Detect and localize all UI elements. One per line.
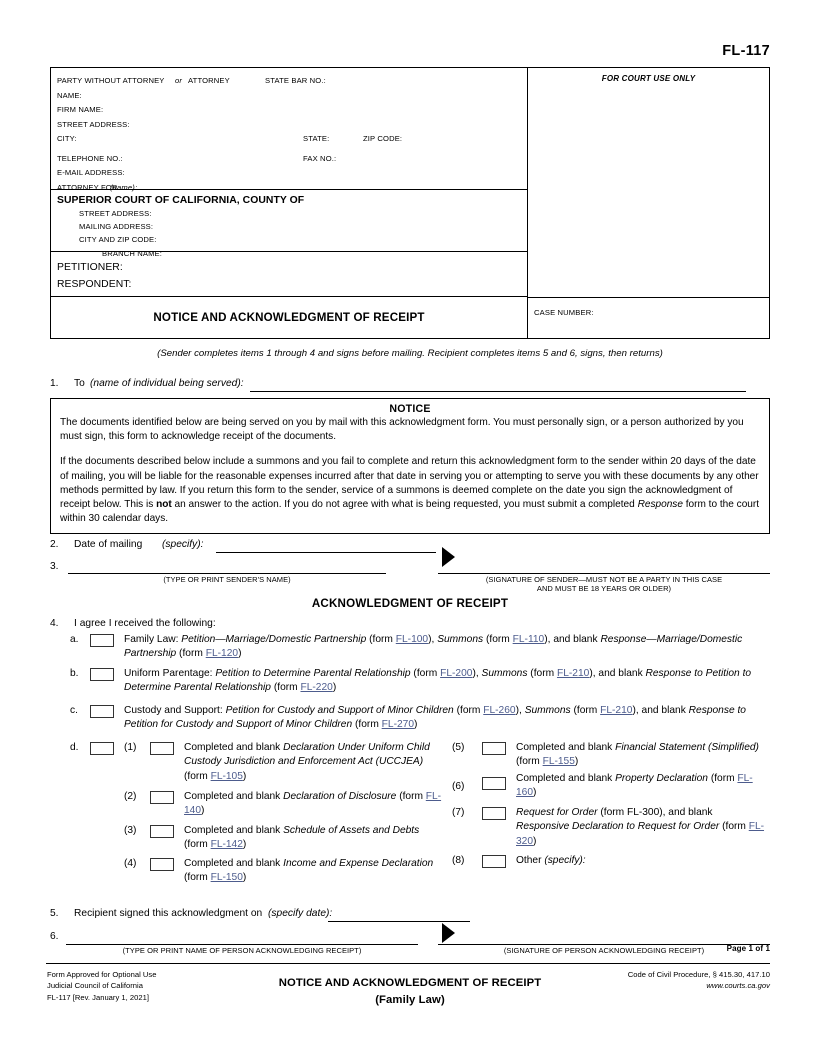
court-mailing-address-label: MAILING ADDRESS: [79, 222, 154, 232]
item-4d-sub-6-checkbox[interactable] [482, 777, 506, 790]
notice-heading: NOTICE [389, 403, 431, 415]
caption-table [50, 67, 770, 339]
notice-p2-response: Response [637, 499, 683, 511]
item-5-text: Recipient signed this acknowledgment on [74, 908, 263, 919]
item-4d-sub-8[interactable] [452, 854, 764, 868]
document-title: NOTICE AND ACKNOWLEDGMENT OF RECEIPT [153, 311, 425, 324]
item-3-signature-caption-line2: AND MUST BE 18 YEARS OR OLDER) [536, 584, 672, 593]
item-4d-sub-5[interactable] [452, 741, 764, 770]
notice-p2-part-a: If the documents described below include a summons and you fail to complete and return this acknowledgment form to the sender within 20 days of the date of mailing, you will be liable for the reasonable expenses incurred after that date in serving you or attempting to serve you with these documents by any other methods permitted by law. If you return this form to the sender, service of a summons is deemed complete on the date you sign the acknowledgment of receipt below. This is [60, 456, 759, 511]
item-4d-sub-2-number: (2) [124, 791, 137, 802]
item-4d-sub-8-text: Other (specify): [516, 855, 586, 866]
item-4-option-b-checkbox[interactable] [90, 668, 114, 681]
footer-right [628, 969, 770, 992]
footer-approved-line: Form Approved for Optional Use [47, 970, 157, 979]
recipient-signature-arrow-icon [442, 923, 455, 943]
item-2-date-line[interactable] [216, 552, 436, 553]
item-4-option-b-text: Uniform Parentage: Petition to Determine Parental Relationship (form FL-200), Summons (form FL-210), and blank Response to Petition to Determine Parental Relationship (form FL-220) [124, 668, 752, 694]
form-link[interactable]: FL-120 [205, 648, 239, 660]
street-address-label: STREET ADDRESS: [57, 119, 130, 129]
form-link[interactable]: FL-210 [600, 705, 633, 716]
item-4d-sub-4-checkbox[interactable] [150, 858, 174, 871]
item-4d-sub-4-number: (4) [124, 858, 137, 869]
item-4d-sub-5-number: (5) [452, 742, 465, 753]
superior-court-title: SUPERIOR COURT OF CALIFORNIA, COUNTY OF [57, 195, 305, 206]
item-2-hint: (specify): [162, 539, 204, 550]
state-label: STATE: [303, 134, 330, 144]
form-link[interactable]: FL-105 [210, 770, 243, 782]
form-link[interactable]: FL-260 [483, 705, 516, 716]
footer-rule [46, 963, 770, 964]
item-1-hint: (name of individual being served): [90, 378, 244, 389]
item-4-option-b-letter: b. [70, 668, 79, 679]
document-title-block [51, 297, 527, 338]
fax-no-label: FAX NO.: [303, 153, 337, 163]
item-4d-sub-2-checkbox[interactable] [150, 791, 174, 804]
item-4-option-a-text: Family Law: Petition—Marriage/Domestic Partnership (form FL-100), Summons (form FL-110), and blank Response—Marriage/Domestic Partnership (form FL-120) [124, 634, 743, 660]
footer-council-line: Judicial Council of California [47, 981, 143, 991]
item-4d-sub-3-checkbox[interactable] [150, 825, 174, 838]
item-4-option-d-letter: d. [70, 742, 79, 753]
item-4-option-c-checkbox[interactable] [90, 705, 114, 718]
telephone-no-label: TELEPHONE NO.: [57, 153, 123, 163]
form-link[interactable]: FL-320 [516, 821, 765, 847]
attorney-for-label: ATTORNEY FOR [57, 182, 118, 192]
item-4-option-a-letter: a. [70, 634, 79, 645]
item-1-text: To [74, 378, 85, 389]
city-label: CITY: [57, 134, 77, 144]
item-4d-sub-1[interactable] [124, 741, 444, 784]
parties-block[interactable] [51, 252, 527, 297]
court-block[interactable] [51, 190, 527, 258]
form-link[interactable]: FL-140 [184, 791, 442, 817]
item-1-input-line[interactable] [250, 391, 746, 392]
item-3-signature-line[interactable] [438, 573, 770, 574]
item-3-signature-caption-line1: (SIGNATURE OF SENDER—MUST NOT BE A PARTY IN THIS CASE [485, 575, 723, 584]
item-3-sender-name-caption: (TYPE OR PRINT SENDER'S NAME) [163, 575, 291, 584]
notice-p2-part-b: an answer to the action. If you do not agree with what is being requested, you must submit a completed [171, 499, 638, 511]
item-4-text: I agree I received the following: [74, 618, 216, 629]
item-4d-sub-1-checkbox[interactable] [150, 742, 174, 755]
zip-code-label: ZIP CODE: [363, 134, 403, 144]
item-3-sender-name-line[interactable] [68, 573, 386, 574]
item-6-signature-caption: (SIGNATURE OF PERSON ACKNOWLEDGING RECEIPT) [503, 946, 705, 955]
court-street-address-label: STREET ADDRESS: [79, 209, 152, 218]
item-4d-sub-6-text: Completed and blank Property Declaration (form FL-160) [516, 773, 753, 799]
item-4d-sub-6[interactable] [452, 772, 764, 801]
item-5-number: 5. [50, 908, 59, 919]
item-3-number: 3. [50, 561, 59, 572]
respondent-label: RESPONDENT: [57, 279, 132, 290]
notice-p2-part-c: form to the court within 30 calendar days. [60, 499, 760, 525]
item-4-option-b[interactable] [70, 667, 770, 696]
for-court-use-only-label: FOR COURT USE ONLY [601, 74, 696, 83]
petitioner-label: PETITIONER: [57, 262, 123, 273]
notice-p2-not: not [156, 499, 172, 511]
item-4-option-a-checkbox[interactable] [90, 634, 114, 647]
form-link[interactable]: FL-270 [381, 719, 414, 731]
item-4d-sub-6-number: (6) [452, 781, 465, 792]
item-4d-sub-3-number: (3) [124, 825, 137, 836]
item-4d-sub-3-text: Completed and blank Schedule of Assets and Debts (form FL-142) [184, 825, 420, 851]
state-bar-no-label: STATE BAR NO.: [265, 76, 326, 85]
item-6-signature-line[interactable] [438, 944, 770, 945]
form-link[interactable]: FL-220 [300, 682, 333, 694]
acknowledgment-heading: ACKNOWLEDGMENT OF RECEIPT [311, 597, 509, 610]
item-4d-sub-7-text: Request for Order (form FL-300), and blank Responsive Declaration to Request for Order (form FL-320) [516, 807, 765, 847]
item-1-number: 1. [50, 378, 59, 389]
item-6-name-caption: (TYPE OR PRINT NAME OF PERSON ACKNOWLEDGING RECEIPT) [122, 946, 362, 955]
form-link[interactable]: FL-155 [542, 756, 575, 768]
item-5-hint: (specify date): [268, 908, 333, 919]
notice-paragraph-1: The documents identified below are being served on you by mail with this acknowledgment form. You must personally sign, or a person authorized by you must sign, this form to acknowledge receipt of the documents. [60, 417, 744, 443]
form-link[interactable]: FL-150 [210, 872, 243, 884]
party-without-attorney-label: PARTY WITHOUT ATTORNEY [57, 76, 165, 85]
item-4-number: 4. [50, 618, 59, 629]
case-number-box[interactable] [528, 297, 769, 338]
item-4d-sub-7-number: (7) [452, 807, 465, 818]
form-number: FL-117 [722, 43, 770, 59]
signature-arrow-icon [442, 547, 455, 567]
item-6-name-line[interactable] [66, 944, 418, 945]
item-4d-sub-8-number: (8) [452, 855, 465, 866]
attorney-or-label: or [175, 76, 183, 85]
form-link[interactable]: FL-210 [556, 668, 590, 679]
attorney-label: ATTORNEY [188, 76, 230, 85]
item-4d-sub-7-checkbox[interactable] [482, 807, 506, 820]
form-link[interactable]: FL-110 [512, 634, 545, 645]
item-4d-sub-5-checkbox[interactable] [482, 742, 506, 755]
attorney-for-hint: (name): [110, 182, 138, 192]
item-4d-sub-4[interactable] [124, 857, 444, 886]
court-city-zip-label: CITY AND ZIP CODE: [79, 235, 157, 245]
item-5-date-line[interactable] [328, 921, 470, 922]
footer-revision-line: FL-117 [Rev. January 1, 2021] [47, 992, 150, 1002]
notice-paragraph-2 [60, 455, 760, 526]
item-2-number: 2. [50, 539, 59, 550]
item-4d-sub-7[interactable] [452, 806, 764, 849]
footer-website[interactable]: www.courts.ca.gov [706, 981, 770, 991]
item-4d-sub-3[interactable] [124, 824, 444, 853]
firm-name-label: FIRM NAME: [57, 105, 104, 115]
sender-instructions: (Sender completes items 1 through 4 and signs before mailing. Recipient completes items 5 and 6, signs, then returns) [157, 348, 663, 359]
item-4d-sub-8-checkbox[interactable] [482, 855, 506, 868]
footer-title-line1: NOTICE AND ACKNOWLEDGMENT OF RECEIPT [278, 977, 542, 989]
item-6-number: 6. [50, 931, 59, 942]
form-link[interactable]: FL-200 [440, 668, 473, 679]
item-4-option-a[interactable] [70, 633, 770, 662]
attorney-block[interactable] [51, 68, 527, 190]
item-2-text: Date of mailing [74, 539, 143, 550]
footer-title-line2: (Family Law) [375, 994, 445, 1006]
caption-right-column [528, 68, 769, 338]
item-4d-sub-2[interactable] [124, 790, 444, 819]
item-4d-sub-2-text: Completed and blank Declaration of Disclosure (form FL-140) [184, 791, 442, 817]
case-number-label: CASE NUMBER: [534, 308, 594, 317]
item-4d-sub-1-text: Completed and blank Declaration Under Uniform Child Custody Jurisdiction and Enforcement Act (UCCJEA) (form FL-105) [184, 742, 430, 782]
name-label: NAME: [57, 90, 82, 100]
item-4-option-c-text: Custody and Support: Petition for Custody and Support of Minor Children (form FL-260), Summons (form FL-210), and blank Response to Petition for Custody and Support of Minor Children (form FL-270) [124, 705, 746, 731]
footer-code-citation: Code of Civil Procedure, § 415.30, 417.10 [627, 970, 770, 979]
item-4-option-d-checkbox[interactable] [90, 742, 114, 755]
form-link[interactable]: FL-160 [516, 773, 753, 799]
email-address-label: E-MAIL ADDRESS: [57, 167, 125, 177]
caption-left-column [51, 68, 528, 338]
form-link[interactable]: FL-100 [395, 634, 429, 645]
item-4d-sub-1-number: (1) [124, 742, 137, 753]
notice-box [50, 398, 770, 534]
item-4-option-c[interactable] [70, 704, 770, 733]
court-branch-name-label: BRANCH NAME: [102, 248, 163, 258]
page-number: Page 1 of 1 [726, 944, 770, 953]
item-4d-sub-5-text: Completed and blank Financial Statement (Simplified) (form FL-155) [516, 742, 759, 768]
item-4d-sub-4-text: Completed and blank Income and Expense Declaration (form FL-150) [184, 858, 434, 884]
item-4-option-c-letter: c. [70, 705, 78, 716]
form-link[interactable]: FL-142 [210, 839, 243, 851]
